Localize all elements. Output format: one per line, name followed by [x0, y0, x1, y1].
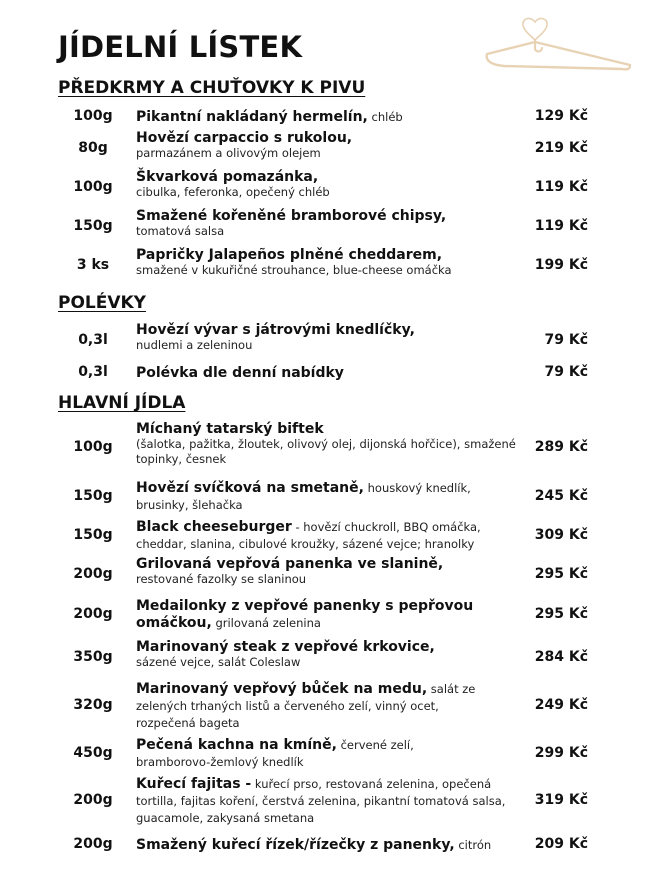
item-name: Pikantní nakládaný hermelín,	[136, 109, 368, 125]
item-name: Polévka dle denní nabídky	[136, 365, 344, 381]
item-description	[136, 364, 521, 381]
item-name: Black cheeseburger	[136, 519, 292, 535]
item-quantity: 200g	[73, 606, 113, 622]
item-quantity: 3 ks	[76, 257, 110, 273]
item-sides: kuřecí prso, restovaná zelenina, opečená tortilla, fajitas koření, čerstvá zelenina, pikantní tomatová salsa, guacamole, zakysaná smetana	[136, 777, 506, 825]
item-name: Medailonky z vepřové panenky s pepřovou omáčkou,	[136, 598, 474, 631]
item-quantity: 100g	[73, 108, 113, 124]
item-price: 79 Kč	[544, 332, 588, 348]
item-sides: chléb	[367, 110, 403, 124]
item-quantity: 150g	[73, 218, 113, 234]
item-sides: smažené v kukuřičné strouhance, blue-cheese omáčka	[136, 263, 452, 277]
item-name: Smažený kuřecí řízek/řízečky z panenky,	[136, 837, 455, 853]
item-name: Hovězí svíčková na smetaně,	[136, 480, 364, 496]
item-description	[136, 836, 531, 853]
item-description	[136, 108, 521, 125]
section-title-soups: POLÉVKY	[58, 293, 146, 313]
item-description	[136, 775, 511, 826]
item-description	[136, 597, 486, 631]
item-price: 219 Kč	[534, 140, 588, 156]
item-name: Grilovaná vepřová panenka ve slanině,	[136, 556, 444, 572]
item-price: 209 Kč	[534, 836, 588, 852]
item-description	[136, 209, 521, 239]
heart-hanger-icon	[482, 8, 632, 72]
item-description	[136, 248, 521, 278]
item-name: Pečená kachna na kmíně,	[136, 737, 337, 753]
section-title-appetizers: PŘEDKRMY A CHUŤOVKY K PIVU	[58, 78, 366, 98]
item-description	[136, 131, 521, 161]
item-quantity: 350g	[73, 649, 113, 665]
item-sides: restované fazolky se slaninou	[136, 572, 307, 586]
item-sides: parmazánem a olivovým olejem	[136, 146, 321, 160]
item-price: 295 Kč	[534, 606, 588, 622]
item-quantity: 100g	[73, 439, 113, 455]
item-name: Marinovaný steak z vepřové krkovice,	[136, 639, 435, 655]
item-price: 119 Kč	[534, 179, 588, 195]
item-name: Papričky Jalapeños plněné cheddarem,	[136, 247, 443, 263]
item-price: 119 Kč	[534, 218, 588, 234]
page-title: JÍDELNÍ LÍSTEK	[58, 30, 303, 64]
item-quantity: 150g	[73, 488, 113, 504]
item-description	[136, 557, 521, 587]
item-sides: houskový knedlík, brusinky, šlehačka	[136, 481, 471, 512]
item-price: 284 Kč	[534, 649, 588, 665]
item-price: 309 Kč	[534, 527, 588, 543]
item-sides: červené zelí, bramborovo-žemlový knedlík	[136, 738, 414, 769]
item-price: 199 Kč	[534, 257, 588, 273]
item-price: 129 Kč	[534, 108, 588, 124]
item-quantity: 200g	[73, 792, 113, 808]
item-name: Marinovaný vepřový bůček na medu,	[136, 681, 428, 697]
item-sides: sázené vejce, salát Coleslaw	[136, 655, 301, 669]
item-name: Smažené kořeněné bramborové chipsy,	[136, 208, 447, 224]
item-sides: (šalotka, pažitka, žloutek, olivový olej, dijonská hořčice), smažené topinky, česnek	[136, 437, 516, 466]
item-sides: grilovaná zelenina	[211, 616, 321, 630]
item-quantity: 320g	[73, 697, 113, 713]
item-quantity: 0,3l	[78, 364, 108, 380]
item-price: 295 Kč	[534, 566, 588, 582]
item-description	[136, 422, 521, 467]
item-price: 249 Kč	[534, 697, 588, 713]
item-description	[136, 518, 516, 552]
item-name: Hovězí carpaccio s rukolou,	[136, 130, 353, 146]
item-quantity: 450g	[73, 745, 113, 761]
item-sides: tomatová salsa	[136, 224, 225, 238]
item-price: 245 Kč	[534, 488, 588, 504]
item-description	[136, 680, 491, 731]
item-sides: - hovězí chuckroll, BBQ omáčka, cheddar, slanina, cibulové kroužky, sázené vejce; hranolky	[136, 520, 481, 551]
item-description	[136, 479, 506, 513]
item-name: Hovězí vývar s játrovými knedlíčky,	[136, 322, 415, 338]
item-price: 319 Kč	[534, 792, 588, 808]
item-sides: nudlemi a zeleninou	[136, 338, 253, 352]
section-title-main-dishes: HLAVNÍ JÍDLA	[58, 393, 186, 413]
item-quantity: 200g	[73, 836, 113, 852]
item-description	[136, 170, 521, 200]
item-name: Škvarková pomazánka,	[136, 169, 319, 185]
item-description	[136, 640, 521, 670]
item-description	[136, 323, 521, 353]
item-quantity: 0,3l	[78, 332, 108, 348]
item-price: 289 Kč	[534, 439, 588, 455]
item-quantity: 200g	[73, 566, 113, 582]
item-name: Míchaný tatarský biftek	[136, 421, 324, 437]
item-sides: citrón	[454, 838, 492, 852]
item-sides: cibulka, feferonka, opečený chléb	[136, 185, 330, 199]
item-description	[136, 736, 436, 770]
item-quantity: 80g	[78, 140, 108, 156]
item-quantity: 150g	[73, 527, 113, 543]
item-price: 299 Kč	[534, 745, 588, 761]
item-quantity: 100g	[73, 179, 113, 195]
item-name: Kuřecí fajitas -	[136, 776, 252, 792]
item-price: 79 Kč	[544, 364, 588, 380]
item-sides: salát ze zelených trhaných listů a červeného zelí, vinný ocet, rozpečená bageta	[136, 682, 476, 730]
